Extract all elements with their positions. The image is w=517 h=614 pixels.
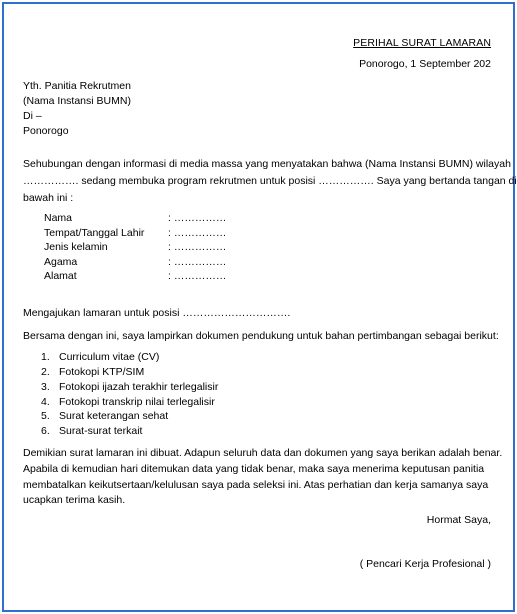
field-label: Jenis kelamin	[44, 241, 108, 253]
recipient-line: Ponorogo	[23, 125, 69, 137]
field-label: Nama	[44, 212, 73, 224]
attachment-number: 6.	[41, 425, 50, 437]
closing-line: membatalkan keikutsertaan/kelulusan saya pada seleksi ini. Atas perhatian dan kerja samanya saya	[23, 479, 489, 491]
attachment-number: 5.	[41, 410, 50, 422]
attachment-item: Fotokopi ijazah terakhir terlegalisir	[59, 381, 219, 393]
attachment-item: Surat-surat terkait	[59, 425, 143, 437]
intro-line: bawah ini :	[23, 192, 74, 204]
attachment-number: 3.	[41, 381, 50, 393]
attachment-intro: Bersama dengan ini, saya lampirkan dokumen pendukung untuk bahan pertimbangan sebagai berikut:	[23, 330, 499, 342]
field-label: Alamat	[44, 270, 77, 282]
closing-line: ucapkan terima kasih.	[23, 494, 126, 506]
letter-subject: PERIHAL SURAT LAMARAN	[353, 37, 491, 49]
intro-line: Sehubungan dengan informasi di media massa yang menyatakan bahwa (Nama Instansi BUMN) wilayah	[23, 158, 511, 170]
field-value: : ……………	[168, 212, 227, 224]
regards: Hormat Saya,	[426, 514, 491, 526]
field-value: : ……………	[168, 227, 227, 239]
field-label: Agama	[44, 256, 78, 268]
closing-line: Apabila di kemudian hari ditemukan data yang tidak benar, maka saya menerima keputusan panitia	[23, 463, 485, 475]
apply-line: Mengajukan lamaran untuk posisi ………………………….	[23, 307, 291, 319]
place-date: Ponorogo, 1 September 202	[359, 58, 491, 70]
intro-line: ……………. sedang membuka program rekrutmen untuk posisi ……………. Saya yang bertanda tangan di	[23, 175, 517, 187]
attachment-item: Curriculum vitae (CV)	[59, 351, 160, 363]
field-value: : ……………	[168, 270, 227, 282]
field-value: : ……………	[168, 256, 227, 268]
closing-line: Demikian surat lamaran ini dibuat. Adapun seluruh data dan dokumen yang saya berikan adalah benar.	[23, 447, 503, 459]
recipient-line: (Nama Instansi BUMN)	[23, 95, 131, 107]
recipient-line: Di –	[23, 110, 42, 122]
attachment-item: Fotokopi transkrip nilai terlegalisir	[59, 396, 215, 408]
field-value: : ……………	[168, 241, 227, 253]
attachment-number: 1.	[41, 351, 50, 363]
attachment-number: 4.	[41, 396, 50, 408]
attachment-item: Fotokopi KTP/SIM	[59, 366, 145, 378]
signature: ( Pencari Kerja Profesional )	[359, 558, 491, 570]
attachment-item: Surat keterangan sehat	[59, 410, 169, 422]
attachment-number: 2.	[41, 366, 50, 378]
recipient-line: Yth. Panitia Rekrutmen	[23, 80, 131, 92]
field-label: Tempat/Tanggal Lahir	[44, 227, 145, 239]
